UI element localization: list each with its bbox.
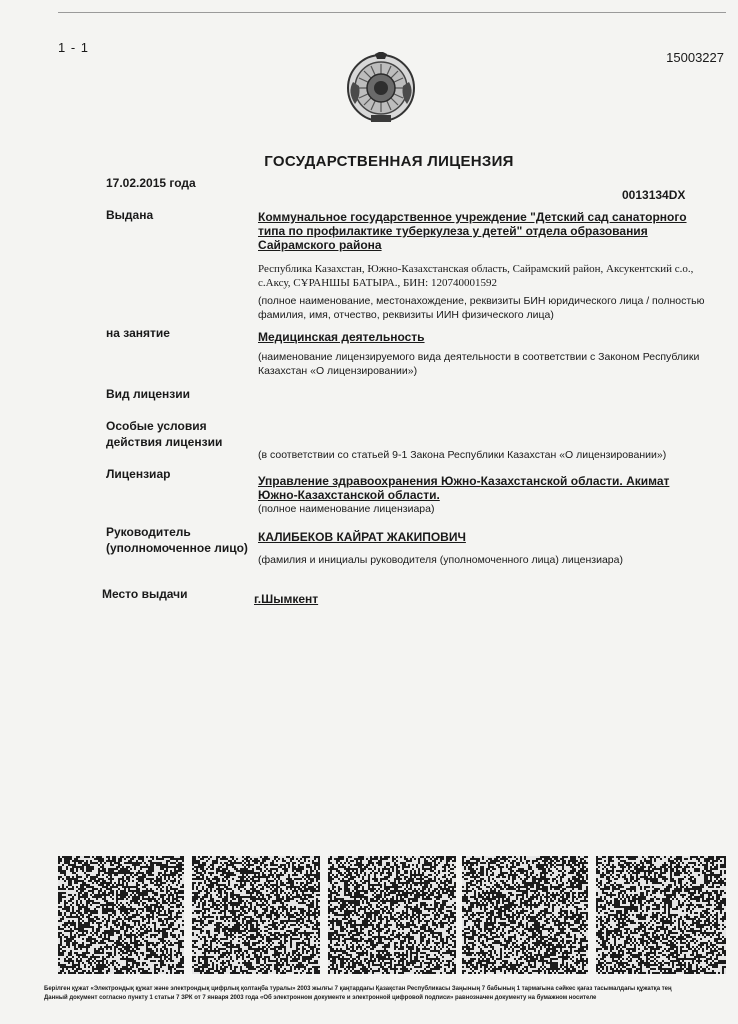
barcode-strip [58, 856, 726, 974]
licensor-value: Управление здравоохранения Южно-Казахстанской области. Акимат Южно-Казахстанской области. [258, 474, 670, 502]
special-conditions-label-1: Особые условия [106, 419, 207, 433]
activity-value: Медицинская деятельность [258, 330, 425, 344]
license-number: 0013134DX [622, 188, 686, 202]
head-label-1: Руководитель [106, 525, 191, 539]
special-conditions-label-2: действия лицензии [106, 435, 223, 449]
top-rule [58, 12, 726, 13]
special-conditions-note: (в соответствии со статьей 9-1 Закона Республики Казахстан «О лицензировании») [258, 449, 667, 461]
activity-note: (наименование лицензируемого вида деятельности в соответствии с Законом Республики Казахстан «О лицензировании») [258, 351, 700, 377]
issue-date: 17.02.2015 года [106, 176, 196, 190]
place-value: г.Шымкент [254, 592, 319, 606]
page-number: 1 - 1 [58, 40, 90, 55]
activity-label: на занятие [106, 326, 170, 340]
document-title: ГОСУДАРСТВЕННАЯ ЛИЦЕНЗИЯ [264, 153, 514, 170]
licensor-label: Лицензиар [106, 467, 171, 481]
document-id: 15003227 [666, 50, 724, 65]
issued-to-note: (полное наименование, местонахождение, реквизиты БИН юридического лица / полностью фамилия, имя, отчество, реквизиты ИИН физического лица) [258, 295, 705, 321]
issued-to-name: Коммунальное государственное учреждение "Детский сад санаторного типа по профилактике туберкулеза у детей" отдела образования Сайрамского района [258, 210, 687, 252]
footer-line-ru: Данный документ согласно пункту 1 статьи 7 ЗРК от 7 января 2003 года «Об электронном документе и электронной цифровой подписи» равнозначен документу на бумажном носителе [44, 995, 597, 1001]
barcode-block-4 [462, 856, 588, 974]
issued-to-label: Выдана [106, 208, 154, 222]
head-value: КАЛИБЕКОВ КАЙРАТ ЖАКИПОВИЧ [258, 530, 466, 544]
place-label: Место выдачи [102, 587, 188, 601]
licensor-note: (полное наименование лицензиара) [258, 503, 435, 515]
barcode-block-2 [192, 856, 320, 974]
state-emblem-icon [345, 52, 417, 124]
issued-to-address: Республика Казахстан, Южно-Казахстанская область, Сайрамский район, Аксукентский с.о., с.Аксу, СҰРАНШЫ БАТЫРА., БИН: 120740001592 [258, 263, 694, 289]
barcode-block-1 [58, 856, 184, 974]
barcode-block-5 [596, 856, 726, 974]
head-note: (фамилия и инициалы руководителя (уполномоченного лица) лицензиара) [258, 554, 623, 566]
footer-line-kz: Берілген құжат «Электрондық құжат және электрондық цифрлық қолтаңба туралы» 2003 жылғы 7 қаңтардағы Қазақстан Республикасы Заңының 7 бабының 1 тармағына сәйкес қағаз тасымалдағы құжатқа тең [44, 986, 672, 992]
license-type-label: Вид лицензии [106, 387, 191, 401]
head-label-2: (уполномоченное лицо) [106, 541, 248, 555]
barcode-block-3 [328, 856, 456, 974]
